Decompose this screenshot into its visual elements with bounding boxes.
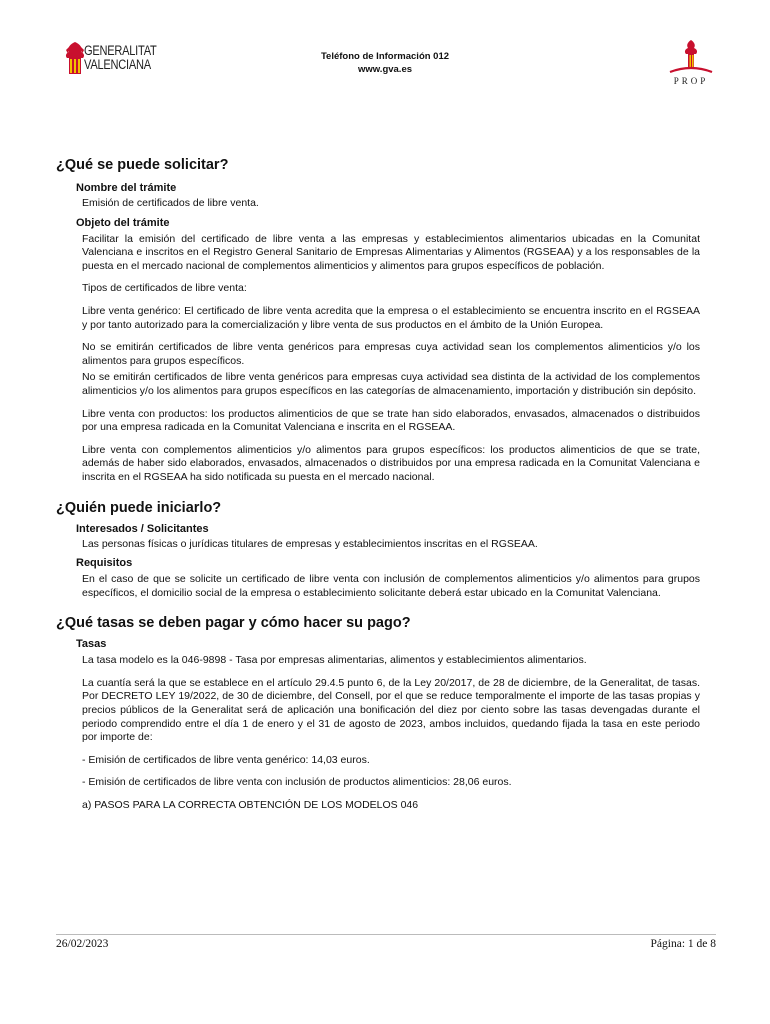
paragraph: No se emitirán certificados de libre venta genéricos para empresas cuya actividad sean los complementos alimenticios y/o los alimentos para grupos específicos. xyxy=(82,341,700,367)
footer-date: 26/02/2023 xyxy=(56,938,109,950)
prop-logo-text: PROP xyxy=(673,76,709,86)
footer-page-number: Página: 1 de 8 xyxy=(650,938,716,950)
paragraph: En el caso de que se solicite un certificado de libre venta con inclusión de complementos alimenticios y/o alimentos para grupos específicos, el domicilio social de la empresa o establecimiento solicitante deberá estar ubicado en la Comunitat Valenciana. xyxy=(82,573,700,599)
paragraph: Emisión de certificados de libre venta. xyxy=(82,197,259,209)
prop-logo xyxy=(666,38,716,90)
section-title: ¿Qué se puede solicitar? xyxy=(56,157,229,173)
subsection-label: Objeto del trámite xyxy=(76,216,170,229)
paragraph: Tipos de certificados de libre venta: xyxy=(82,282,247,295)
prop-emblem-icon xyxy=(666,38,716,78)
website-link[interactable]: www.gva.es xyxy=(357,64,413,75)
subsection-label: Requisitos xyxy=(76,557,133,570)
document-content xyxy=(56,156,700,813)
paragraph: a) PASOS PARA LA CORRECTA OBTENCIÓN DE LOS MODELOS 046 xyxy=(82,799,419,812)
paragraph: La cuantía será la que se establece en el artículo 29.4.5 punto 6, de la Ley 20/2017, de 28 de diciembre, de la Generalitat, de tasas. Por DECRETO LEY 19/2022, de 30 de diciembre, del Consell, por el que se reduce temporalmente el importe de las tasas propias y precios públicos de la Generalitat será de aplicación una bonificación del diez por ciento sobre las tasas devengadas durante el periodo comprendido entre el día 1 de enero y el 31 de agosto de 2023, ambos incluidos, quedando fijada la tasa en este periodo por importe de: xyxy=(82,676,700,744)
paragraph: Las personas físicas o jurídicas titulares de empresas y establecimientos inscritas en el RGSEAA. xyxy=(82,537,538,550)
subsection-label: Interesados / Solicitantes xyxy=(76,522,209,535)
paragraph: Facilitar la emisión del certificado de libre venta a las empresas y establecimientos alimentarios ubicadas en la Comunitat Valenciana e inscritos en el Registro General Sanitario de Empresas Alimentarias y Alimentos (RGSEAA) y a los responsables de la puesta en el mercado nacional de complementos alimenticios y alimentos para grupos específicos de población. xyxy=(82,232,700,272)
paragraph: Libre venta genérico: El certificado de libre venta acredita que la empresa o el establecimiento se encuentra inscrito en el RGSEAA y por tanto autorizado para la comercialización y libre venta de sus productos en el ámbito de la Unión Europea. xyxy=(82,304,700,331)
subsection-label: Tasas xyxy=(76,638,107,651)
header-contact xyxy=(0,50,770,76)
paragraph: Libre venta con productos: los productos alimenticios de que se trate han sido elaborados, envasados, almacenados o distribuidos por una empresa radicada en la Comunitat Valenciana e inscrita en el RGSEAA. xyxy=(82,407,700,434)
paragraph: - Emisión de certificados de libre venta genérico: 14,03 euros. xyxy=(82,753,370,766)
paragraph: La tasa modelo es la 046-9898 - Tasa por empresas alimentarias, alimentos y establecimientos alimentarios. xyxy=(82,654,587,667)
subsection-label: Nombre del trámite xyxy=(76,182,177,194)
logo-text-line2: VALENCIANA xyxy=(84,57,151,72)
paragraph: - Emisión de certificados de libre venta con inclusión de productos alimenticios: 28,06 euros. xyxy=(82,776,512,789)
paragraph: Libre venta con complementos alimenticios y/o alimentos para grupos específicos: los productos alimenticios de que se trate, además de haber sido elaborados, envasados, almacenados o distribuidos por una empresa radicada en la Comunitat Valenciana e inscrita en el RGSEAA ha sido notificada su puesta en el mercado nacional. xyxy=(82,443,700,483)
footer-divider xyxy=(56,934,716,935)
section-title: ¿Quién puede iniciarlo? xyxy=(56,499,222,516)
phone-info: Teléfono de Información 012 xyxy=(320,51,450,62)
section-title: ¿Qué tasas se deben pagar y cómo hacer su pago? xyxy=(56,615,411,632)
logo-text-line1: GENERALITAT xyxy=(84,43,157,58)
paragraph: No se emitirán certificados de libre venta genéricos para empresas cuya actividad sea distinta de la actividad de los complementos alimenticios y/o los alimentos para grupos específicos en las categorías de almacenamiento, importación y distribución sin depósito. xyxy=(82,371,700,397)
